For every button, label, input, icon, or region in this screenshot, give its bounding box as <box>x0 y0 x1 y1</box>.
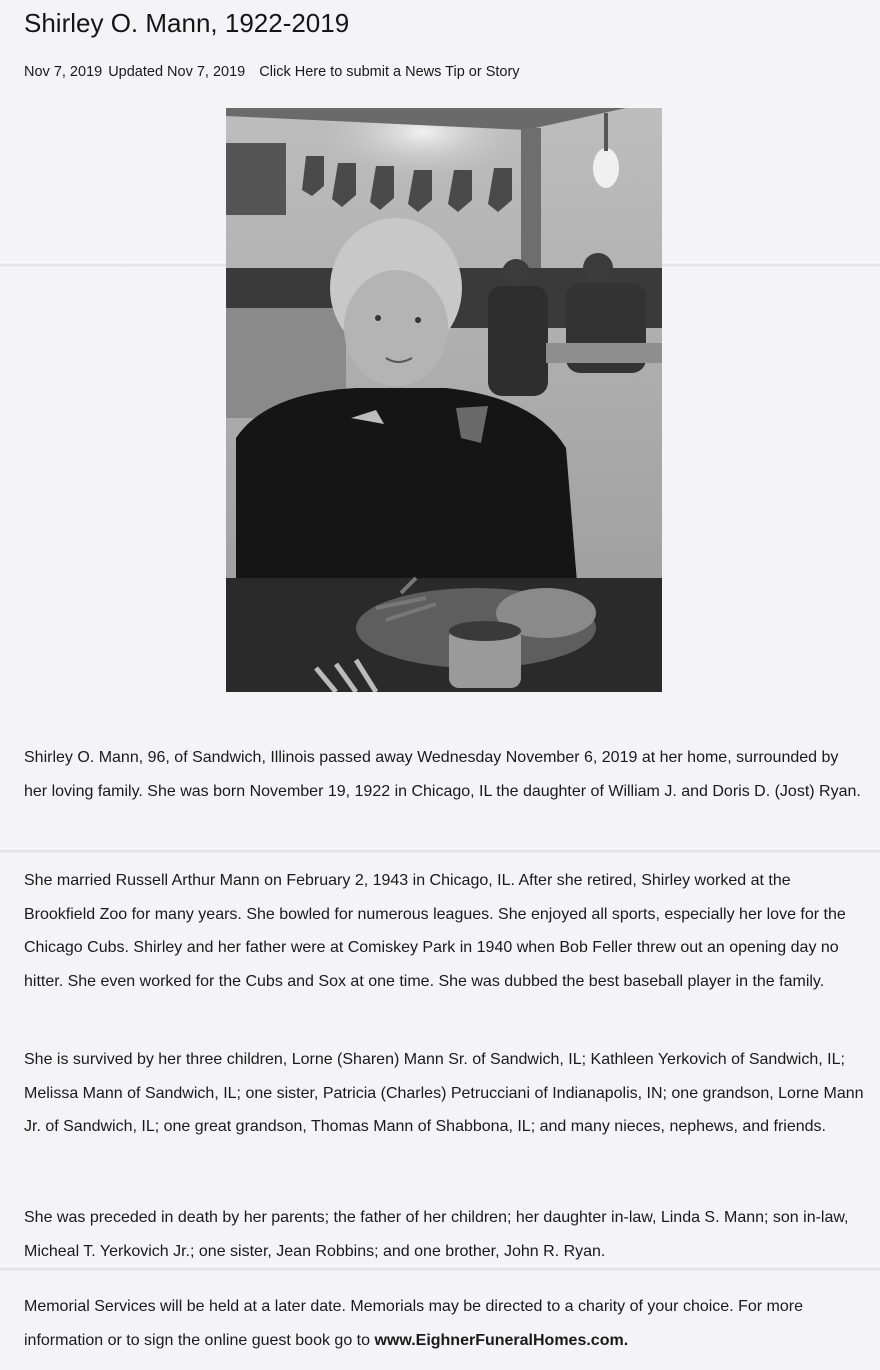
obituary-paragraph: She is survived by her three children, Lorne (Sharen) Mann Sr. of Sandwich, IL; Kathleen Yerkovich of Sandwich, IL; Melissa Mann of Sandwich, IL; one sister, Patricia (Charles) Petrucciani of Indianapolis, IN; one grandson, Lorne Mann Jr. of Sandwich, IL; one great grandson, Thomas Mann of Shabbona, IL; and many nieces, nephews, and friends. <box>24 1051 864 1135</box>
obituary-photo <box>226 108 662 692</box>
obituary-paragraph: Shirley O. Mann, 96, of Sandwich, Illinois passed away Wednesday November 6, 2019 at her home, surrounded by her loving family. She was born November 19, 1922 in Chicago, IL the daughter of William J. and Doris D. (Jost) Ryan. <box>24 749 861 800</box>
obituary-paragraph: She was preceded in death by her parents; the father of her children; her daughter in-law, Linda S. Mann; son in-law, Micheal T. Yerkovich Jr.; one sister, Jean Robbins; and one brother, John R. Ryan. <box>24 1209 849 1260</box>
closing-text: Memorial Services will be held at a later date. Memorials may be directed to a charity of your choice. For more information or to sign the online guest book go to <box>24 1298 803 1349</box>
closing-paragraph <box>24 1290 864 1357</box>
article-title: Shirley O. Mann, 1922-2019 <box>24 8 350 38</box>
published-date: Nov 7, 2019 <box>24 64 103 80</box>
article-meta <box>24 64 526 80</box>
news-tip-link[interactable]: Click Here to submit a News Tip or Story <box>259 64 520 80</box>
obituary-paragraph: She married Russell Arthur Mann on February 2, 1943 in Chicago, IL. After she retired, Shirley worked at the Brookfield Zoo for many years. She bowled for numerous leagues. She enjoyed all sports, especially her love for the Chicago Cubs. Shirley and her father were at Comiskey Park in 1940 when Bob Feller threw out an opening day no hitter. She even worked for the Cubs and Sox at one time. She was dubbed the best baseball player in the family. <box>24 872 846 990</box>
paper-fold-line <box>0 848 880 854</box>
funeral-home-link[interactable]: www.EighnerFuneralHomes.com. <box>374 1331 629 1349</box>
portrait-photo-icon <box>226 108 662 692</box>
updated-date: Updated Nov 7, 2019 <box>108 64 246 80</box>
